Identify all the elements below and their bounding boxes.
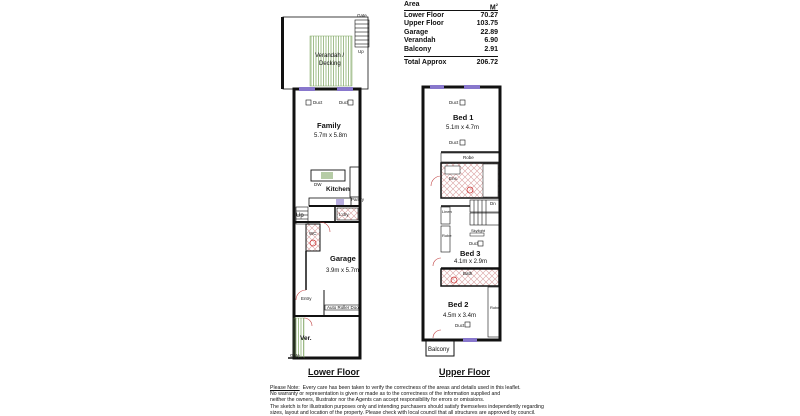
window [299,87,315,91]
duct-label: Duct [469,241,479,246]
duct-label: Duct [449,140,459,145]
bed3-label: Bed 3 [460,249,481,258]
entry-label: Entry [301,296,312,301]
gate-label-top: Gate [357,13,367,18]
ensuite-label: Ens. [449,176,459,181]
boundary-wall [281,17,284,89]
disclaimer-note-label: Please Note: [270,385,300,391]
area-table [404,0,498,67]
robe-label: Robe [490,305,500,310]
family-label: Family [317,121,341,130]
dn-label: Dn [490,201,496,206]
area-table-header [404,0,498,11]
robe-2 [441,226,450,252]
robe-3 [488,287,499,337]
garage-label: Garage [330,254,356,263]
area-row: Upper Floor 103.75 [404,20,498,28]
stairs-up-label: Up [358,49,364,54]
wc-label: WC [309,231,317,236]
bed2-dimensions: 4.5m x 3.4m [443,313,477,319]
bath-label: Bath [463,271,473,276]
skylight-label: Skylight [471,228,486,233]
window [337,87,353,91]
kitchen-back-bench [309,198,351,206]
linen-label: Linen [442,209,452,214]
area-row: Lower Floor 70.27 [404,12,498,19]
area-row: Garage 22.89 [404,28,498,36]
duct-label: Duct [449,100,459,105]
bed3-dimensions: 4.1m x 2.9m [454,259,488,265]
shower [483,164,498,197]
wc-room [306,224,320,251]
verandah-label: Verandah / [315,53,345,59]
window [430,85,444,89]
bed1-dimensions: 5.1m x 4.7m [446,125,480,131]
duct-label: Duct [313,100,323,105]
robe-label: Robe [463,155,474,160]
area-total-row: Total Approx 206.72 [404,56,498,67]
duct-label: Duct [339,100,349,105]
robe-label: Robe [442,233,452,238]
dw-label: DW [314,182,322,187]
roller-door-label: Auto Roller Door [327,305,361,310]
balcony-label: Balcony [428,347,450,353]
duct-label: Duct [455,323,465,328]
bed2-label: Bed 2 [448,300,469,309]
area-header-label: Area [404,1,420,8]
pantry-label: Pantry [351,197,365,202]
cooktop [321,172,333,179]
window [464,85,480,89]
bed1-label: Bed 1 [453,113,474,122]
disclaimer: Please Note: Every care has been taken to verify the correctness of the areas and details used in this leaflet. No warranty or representation is given or made as to the correctness of the information supplied and neither the owners, Illustrator nor the Agents can accept responsibility for errors or omissions. The sketch is for illustration purposes only and intending purchasers should satisfy themselves independently regarding sizes, layout and location of the property. Please check with local council that all structures are approved by council. [270,385,544,416]
laundry-label: L'dry [339,212,349,217]
kitchen-bench [350,167,359,197]
up-label: Up [296,213,304,219]
duct-box [306,100,311,105]
garage-dimensions: 3.9m x 5.7m [326,268,360,274]
stairs-top [355,20,369,47]
ver-label: Ver. [300,335,312,342]
sink [336,199,344,205]
duct-box [348,100,353,105]
upper-floor-title: Upper Floor [439,367,490,377]
area-row: Verandah 6.90 [404,37,498,45]
decking-label: Decking [319,61,341,67]
area-header-unit: $M^2$ [489,2,498,12]
area-row: Balcony 2.91 [404,45,498,53]
vanity [445,166,460,174]
kitchen-label: Kitchen [326,186,350,193]
gate-label-bottom: Gate [290,353,300,358]
lower-floor-title: Lower Floor [308,367,360,377]
family-dimensions: 5.7m x 5.8m [314,133,348,139]
